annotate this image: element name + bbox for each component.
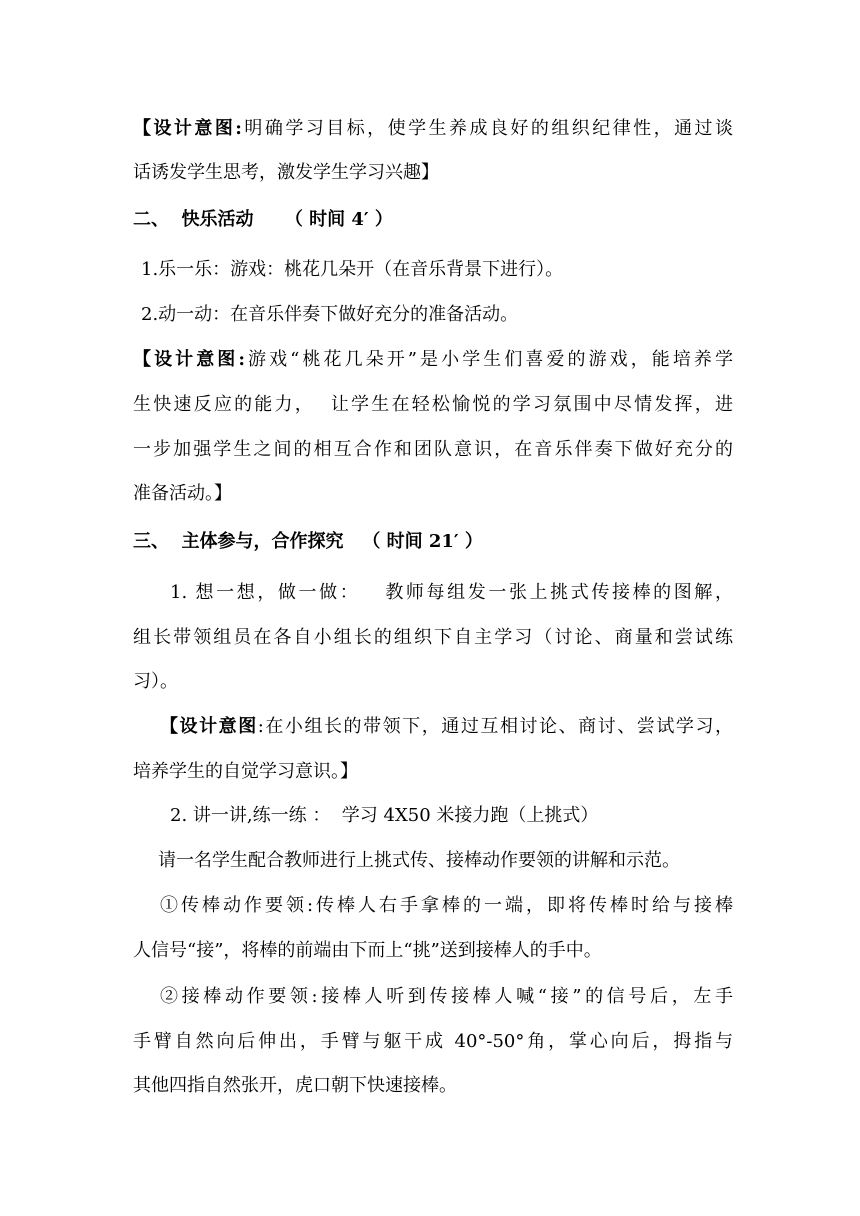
design-intent-2-line-3: 一步加强学生之间的相互合作和团队意识，在音乐伴奏下做好充分的 — [133, 439, 733, 460]
design-intent-label: 【设计意图: — [133, 349, 245, 370]
receiving-technique-line-2: 手臂自然向后伸出，手臂与躯干成 40°-50°角，掌心向后，拇指与 — [133, 1031, 733, 1052]
step-1-line-3: 习）。 — [133, 671, 178, 692]
design-intent-text: 明确学习目标，使学生养成良好的组织纪律性，通过谈 — [241, 118, 733, 139]
design-intent-text: 游戏“桃花几朵开”是小学生们喜爱的游戏，能培养学 — [244, 349, 733, 370]
design-intent-2-line-2: 生快速反应的能力， 让学生在轻松愉悦的学习氛围中尽情发挥，进 — [133, 394, 733, 415]
demo-intro: 请一名学生配合教师进行上挑式传、接棒动作要领的讲解和示范。 — [158, 850, 680, 871]
design-intent-3-line-2: 培养学生的自觉学习意识。】 — [133, 761, 358, 782]
section-2-item-1: 1.乐一乐：游戏：桃花几朵开（在音乐背景下进行）。 — [141, 259, 564, 280]
section-2-item-2: 2.动一动：在音乐伴奏下做好充分的准备活动。 — [141, 304, 519, 325]
receiving-technique-line-1: ②接棒动作要领:接棒人听到传接棒人喊“接”的信号后，左手 — [160, 986, 733, 1007]
step-1-line-1: 1. 想一想，做一做： 教师每组发一张上挑式传接棒的图解， — [170, 582, 733, 603]
design-intent-1-line-2: 话诱发学生思考，激发学生学习兴趣】 — [133, 162, 439, 183]
passing-technique-line-1: ①传棒动作要领:传棒人右手拿棒的一端，即将传棒时给与接棒 — [160, 895, 733, 916]
design-intent-text: :在小组长的带领下，通过互相讨论、商讨、尝试学习， — [257, 716, 734, 737]
design-intent-1-line-1 — [133, 116, 733, 142]
passing-technique-line-2: 人信号“接”，将棒的前端由下而上“挑”送到接棒人的手中。 — [133, 940, 602, 961]
design-intent-label: 【设计意图: — [133, 118, 242, 139]
design-intent-2-line-4: 准备活动。】 — [133, 483, 232, 504]
design-intent-3-line-1 — [160, 714, 733, 740]
section-2-heading: 二、 快乐活动 （ 时间 4′ ） — [133, 209, 393, 230]
section-3-heading: 三、 主体参与，合作探究 （ 时间 21′ ） — [133, 531, 483, 552]
step-1-line-2: 组长带领组员在各自小组长的组织下自主学习（讨论、商量和尝试练 — [133, 627, 733, 648]
step-2-heading: 2. 讲一讲,练一练 ： 学习 4X50 米接力跑（上挑式） — [170, 805, 599, 826]
design-intent-2-line-1 — [133, 347, 733, 373]
receiving-technique-line-3: 其他四指自然张开，虎口朝下快速接棒。 — [133, 1075, 457, 1096]
design-intent-label: 【设计意图 — [160, 716, 258, 737]
